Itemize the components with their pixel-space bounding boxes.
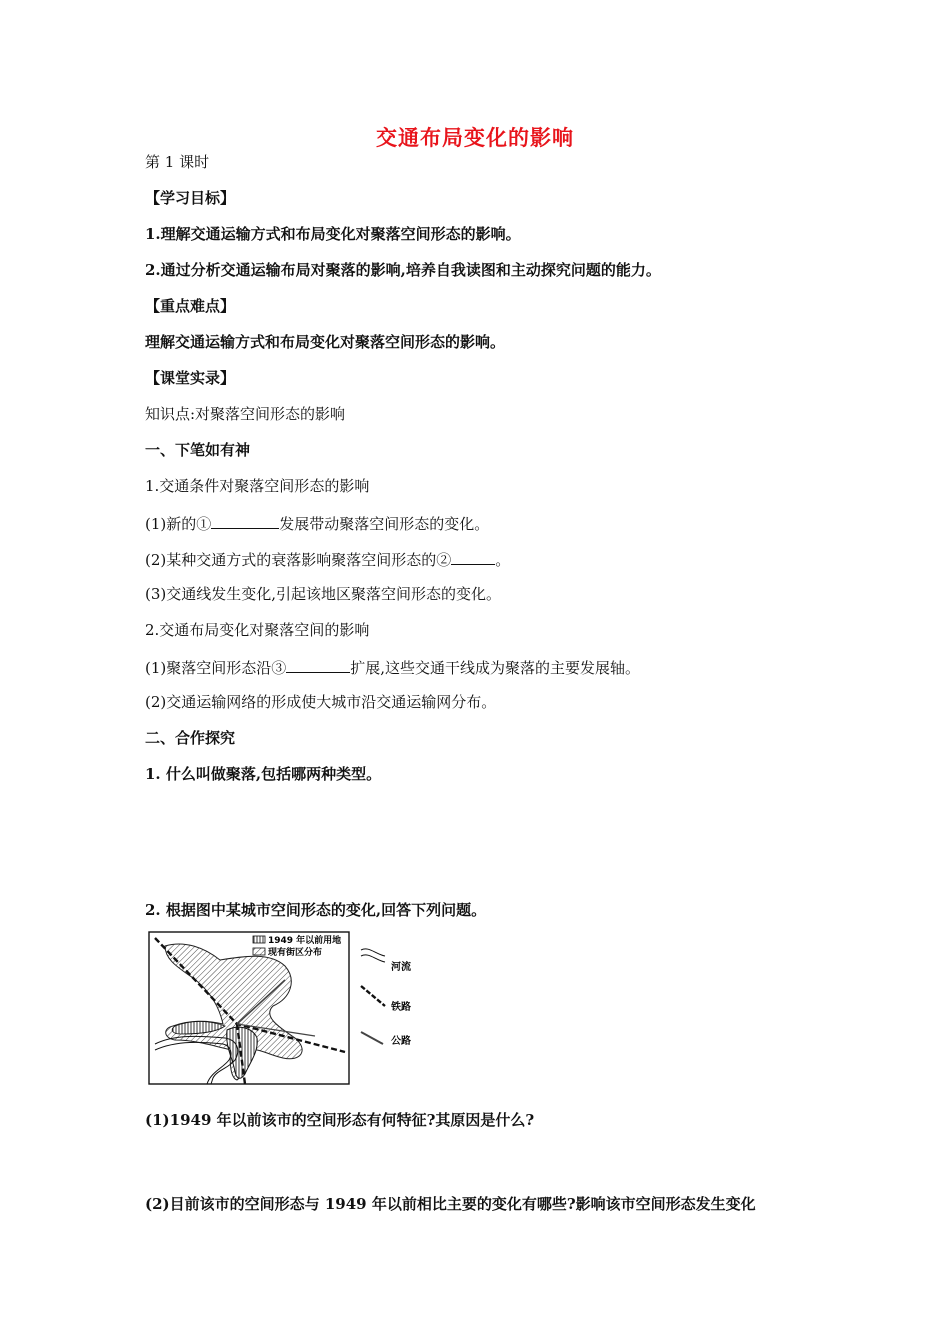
item-1-1-suffix: 发展带动聚落空间形态的变化。 <box>279 515 490 533</box>
key-rail-label: 铁路 <box>391 1002 411 1013</box>
legend-old-swatch <box>253 936 265 943</box>
key-road-label: 公路 <box>391 1036 411 1047</box>
item-1: 1.交通条件对聚落空间形态的影响 <box>145 477 370 495</box>
goal-2: 2.通过分析交通运输布局对聚落的影响,培养自我读图和主动探究问题的能力。 <box>145 261 661 279</box>
part2-heading: 二、合作探究 <box>145 729 236 747</box>
part1-heading: 一、下笔如有神 <box>145 441 251 459</box>
fill-blank-1[interactable] <box>211 512 279 529</box>
item-2-1-suffix: 扩展,这些交通干线成为聚落的主要发展轴。 <box>350 659 641 677</box>
item-2-2: (2)交通运输网络的形成使大城市沿交通运输网分布。 <box>145 693 497 711</box>
question-2-2: (2)目前该市的空间形态与 1949 年以前相比主要的变化有哪些?影响该市空间形态发生变化 <box>145 1195 756 1213</box>
class-heading: 【课堂实录】 <box>145 369 236 387</box>
item-1-3: (3)交通线发生变化,引起该地区聚落空间形态的变化。 <box>145 585 502 603</box>
item-1-1-prefix: (1)新的① <box>145 515 212 533</box>
goal-1: 1.理解交通运输方式和布局变化对聚落空间形态的影响。 <box>145 225 521 243</box>
lesson-label: 第 1 课时 <box>145 153 210 171</box>
question-2-1: (1)1949 年以前该市的空间形态有何特征?其原因是什么? <box>145 1111 535 1129</box>
knowledge-point: 知识点:对聚落空间形态的影响 <box>145 405 346 423</box>
question-2: 2. 根据图中某城市空间形态的变化,回答下列问题。 <box>145 901 487 919</box>
key-point: 理解交通运输方式和布局变化对聚落空间形态的影响。 <box>145 333 506 351</box>
legend-now-swatch <box>253 948 265 955</box>
key-heading: 【重点难点】 <box>145 297 236 315</box>
fill-blank-3[interactable] <box>286 656 350 673</box>
item-1-2-prefix: (2)某种交通方式的衰落影响聚落空间形态的② <box>145 551 452 569</box>
city-map-svg <box>145 928 435 1088</box>
question-1: 1. 什么叫做聚落,包括哪两种类型。 <box>145 765 382 783</box>
item-2-1 <box>145 656 640 678</box>
item-1-1 <box>145 512 489 534</box>
item-2: 2.交通布局变化对聚落空间的影响 <box>145 621 370 639</box>
key-river-label: 河流 <box>391 962 411 973</box>
city-map-figure <box>145 928 435 1088</box>
page-title: 交通布局变化的影响 <box>376 126 574 150</box>
fill-blank-2[interactable] <box>451 548 495 565</box>
item-2-1-prefix: (1)聚落空间形态沿③ <box>145 659 287 677</box>
key-road-symbol <box>361 1032 383 1044</box>
item-1-2-suffix: 。 <box>495 551 511 569</box>
legend-now-label: 现有街区分布 <box>268 948 323 958</box>
legend-old-label: 1949 年以前用地 <box>268 936 342 946</box>
item-1-2 <box>145 548 510 570</box>
key-rail-symbol <box>361 986 385 1006</box>
goals-heading: 【学习目标】 <box>145 189 236 207</box>
